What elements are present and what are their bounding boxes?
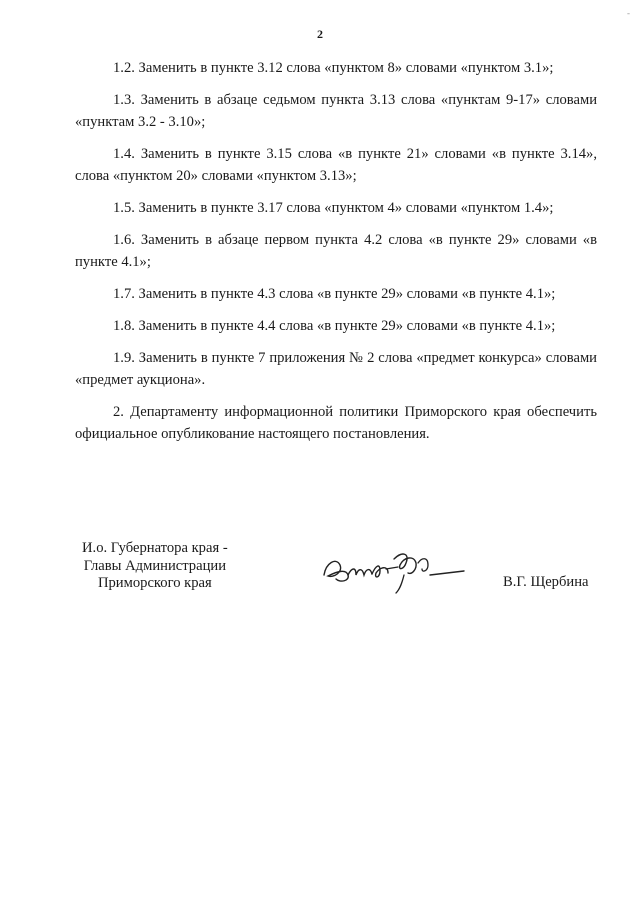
signatory-title-line-3: Приморского края (97, 575, 212, 591)
paragraph-1-3: 1.3. Заменить в абзаце седьмом пункта 3.13 слова «пунктам 9-17» словами «пунктам 3.2 - 3.10»; (75, 92, 597, 130)
paragraph-1-2: 1.2. Заменить в пункте 3.12 слова «пунктом 8» словами «пунктом 3.1»; (113, 60, 554, 76)
handwritten-signature (318, 545, 468, 597)
paragraph-1-4: 1.4. Заменить в пункте 3.15 слова «в пункте 21» словами «в пункте 3.14», слова «пунктом 20» словами «пунктом 3.13»; (75, 146, 597, 184)
paragraph-1-8: 1.8. Заменить в пункте 4.4 слова «в пункте 29» словами «в пункте 4.1»; (113, 318, 556, 334)
page-number: 2 (317, 27, 323, 41)
paragraph-1-9: 1.9. Заменить в пункте 7 приложения № 2 слова «предмет конкурса» словами «предмет аукциона». (75, 350, 597, 388)
paragraph-2: 2. Департаменту информационной политики Приморского края обеспечить официальное опубликование настоящего постановления. (75, 404, 597, 442)
signatory-title-line-2: Главы Администрации (83, 557, 226, 574)
signatory-title (82, 540, 228, 593)
paragraph-1-6: 1.6. Заменить в абзаце первом пункта 4.2 слова «в пункте 29» словами «в пункте 4.1»; (75, 232, 597, 270)
signature-block (0, 540, 640, 620)
document-body (75, 57, 597, 455)
paragraph-1-5: 1.5. Заменить в пункте 3.17 слова «пунктом 4» словами «пунктом 1.4»; (113, 200, 554, 216)
scan-corner-mark: - (627, 8, 630, 18)
signatory-name: В.Г. Щербина (503, 574, 589, 590)
paragraph-1-7: 1.7. Заменить в пункте 4.3 слова «в пункте 29» словами «в пункте 4.1»; (113, 286, 556, 302)
signatory-title-line-1: И.о. Губернатора края - (82, 540, 228, 556)
